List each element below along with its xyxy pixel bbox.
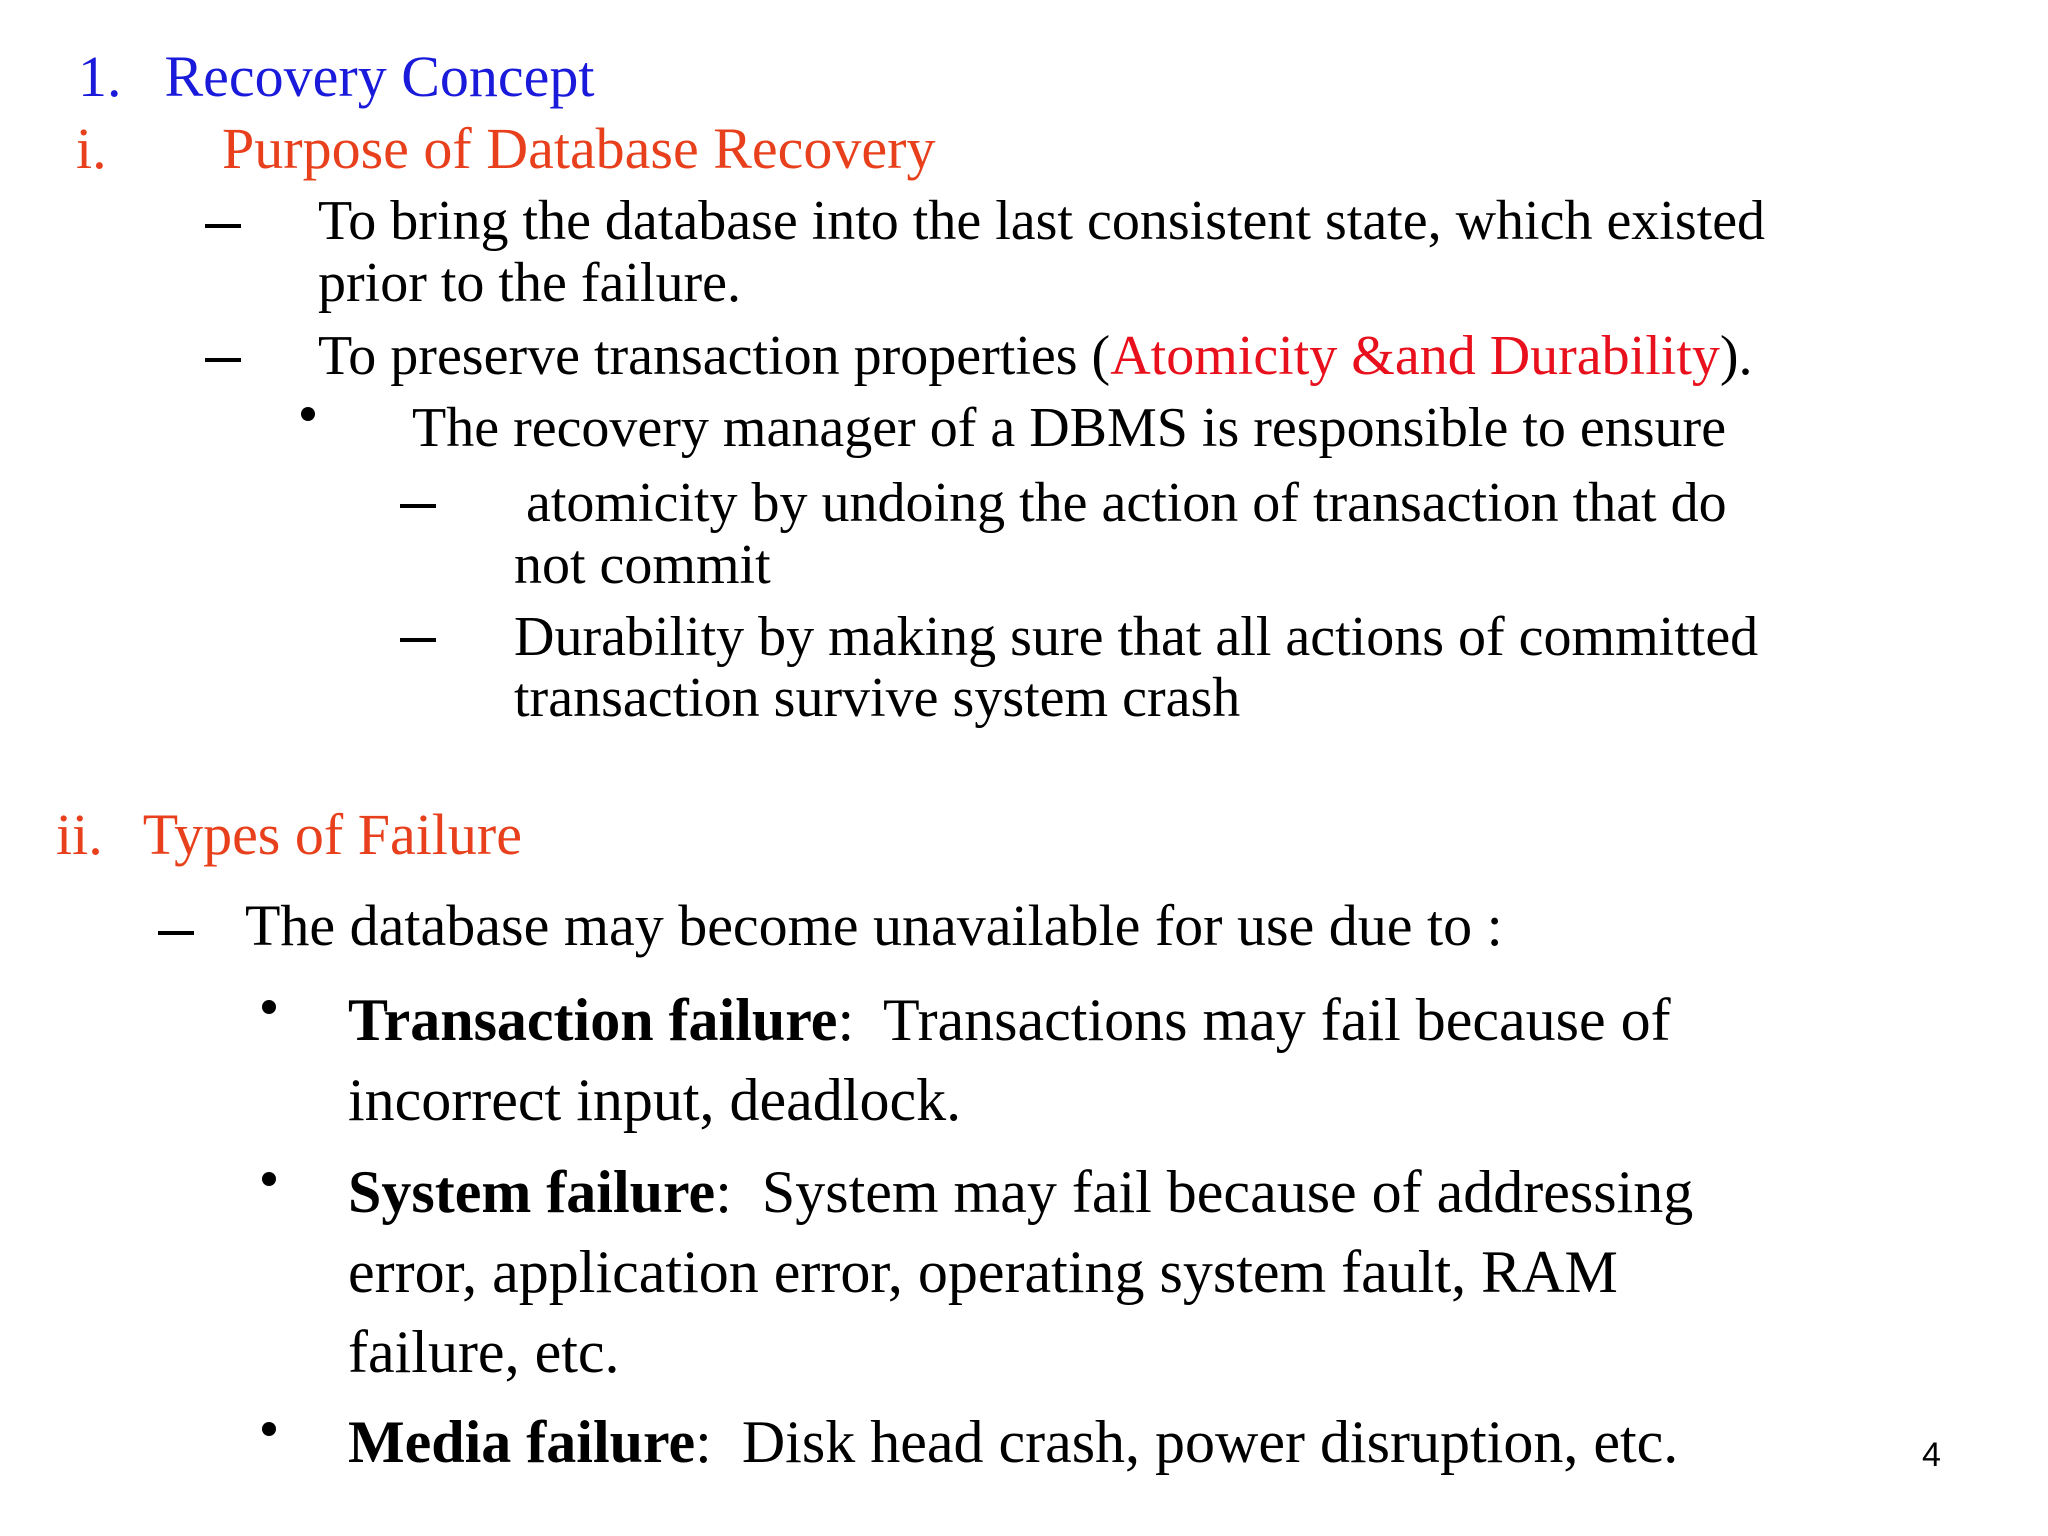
bullet-marker: [262, 1172, 276, 1190]
purpose-item-2-prefix: To preserve transaction properties (: [318, 325, 1111, 387]
system-failure-line-2: error, application error, operating system fault, RAM: [348, 1239, 1618, 1305]
section-1-title: Recovery Concept: [164, 44, 595, 109]
sub-i-title: Purpose of Database Recovery: [222, 116, 936, 181]
system-failure-sep: :: [715, 1159, 762, 1225]
recovery-manager-text: The recovery manager of a DBMS is responsible to ensure: [412, 397, 1727, 459]
sub-ii-title: Types of Failure: [142, 802, 522, 867]
sub-ii-heading: [56, 802, 522, 867]
transaction-failure-sep: :: [837, 987, 884, 1053]
section-1-heading: [78, 44, 595, 109]
dash-marker: [400, 496, 436, 512]
atomicity-line-1: atomicity by undoing the action of transaction that do: [512, 472, 1727, 534]
dash-marker: [205, 350, 241, 366]
system-failure-term: System failure: [348, 1159, 716, 1225]
acid-properties-highlight: Atomicity &and Durability: [1110, 325, 1720, 387]
page-number: 4: [1922, 1436, 1941, 1474]
failure-intro: The database may become unavailable for use due to :: [245, 893, 1503, 958]
durability-line-1: Durability by making sure that all actions of committed: [514, 606, 1759, 668]
purpose-item-2: [318, 325, 1753, 387]
durability-line-2: transaction survive system crash: [514, 667, 1241, 729]
system-failure-desc: System may fail because of addressing: [761, 1159, 1694, 1225]
dash-marker: [205, 216, 241, 232]
transaction-failure-line-2: incorrect input, deadlock.: [348, 1067, 962, 1133]
bullet-marker: [262, 1422, 276, 1440]
media-failure-sep: :: [695, 1409, 742, 1475]
transaction-failure-desc: Transactions may fail because of: [883, 987, 1671, 1053]
transaction-failure-line-1: [348, 987, 1671, 1053]
media-failure-term: Media failure: [348, 1409, 696, 1475]
transaction-failure-term: Transaction failure: [348, 987, 838, 1053]
sub-i-number: i.: [76, 116, 107, 181]
purpose-item-2-suffix: ).: [1719, 325, 1753, 387]
section-1-number: 1.: [78, 44, 122, 109]
media-failure-desc: Disk head crash, power disruption, etc.: [741, 1409, 1679, 1475]
purpose-item-1-line-1: To bring the database into the last consistent state, which existed: [318, 190, 1766, 252]
dash-marker: [400, 630, 436, 646]
media-failure-line-1: [348, 1409, 1679, 1475]
dash-marker: [158, 923, 194, 939]
bullet-marker: [262, 1000, 276, 1018]
bullet-marker: [301, 407, 315, 425]
sub-ii-number: ii.: [56, 802, 103, 867]
atomicity-line-2: not commit: [514, 534, 771, 596]
purpose-item-1-line-2: prior to the failure.: [318, 252, 741, 314]
system-failure-line-1: [348, 1159, 1694, 1225]
system-failure-line-3: failure, etc.: [348, 1319, 620, 1385]
